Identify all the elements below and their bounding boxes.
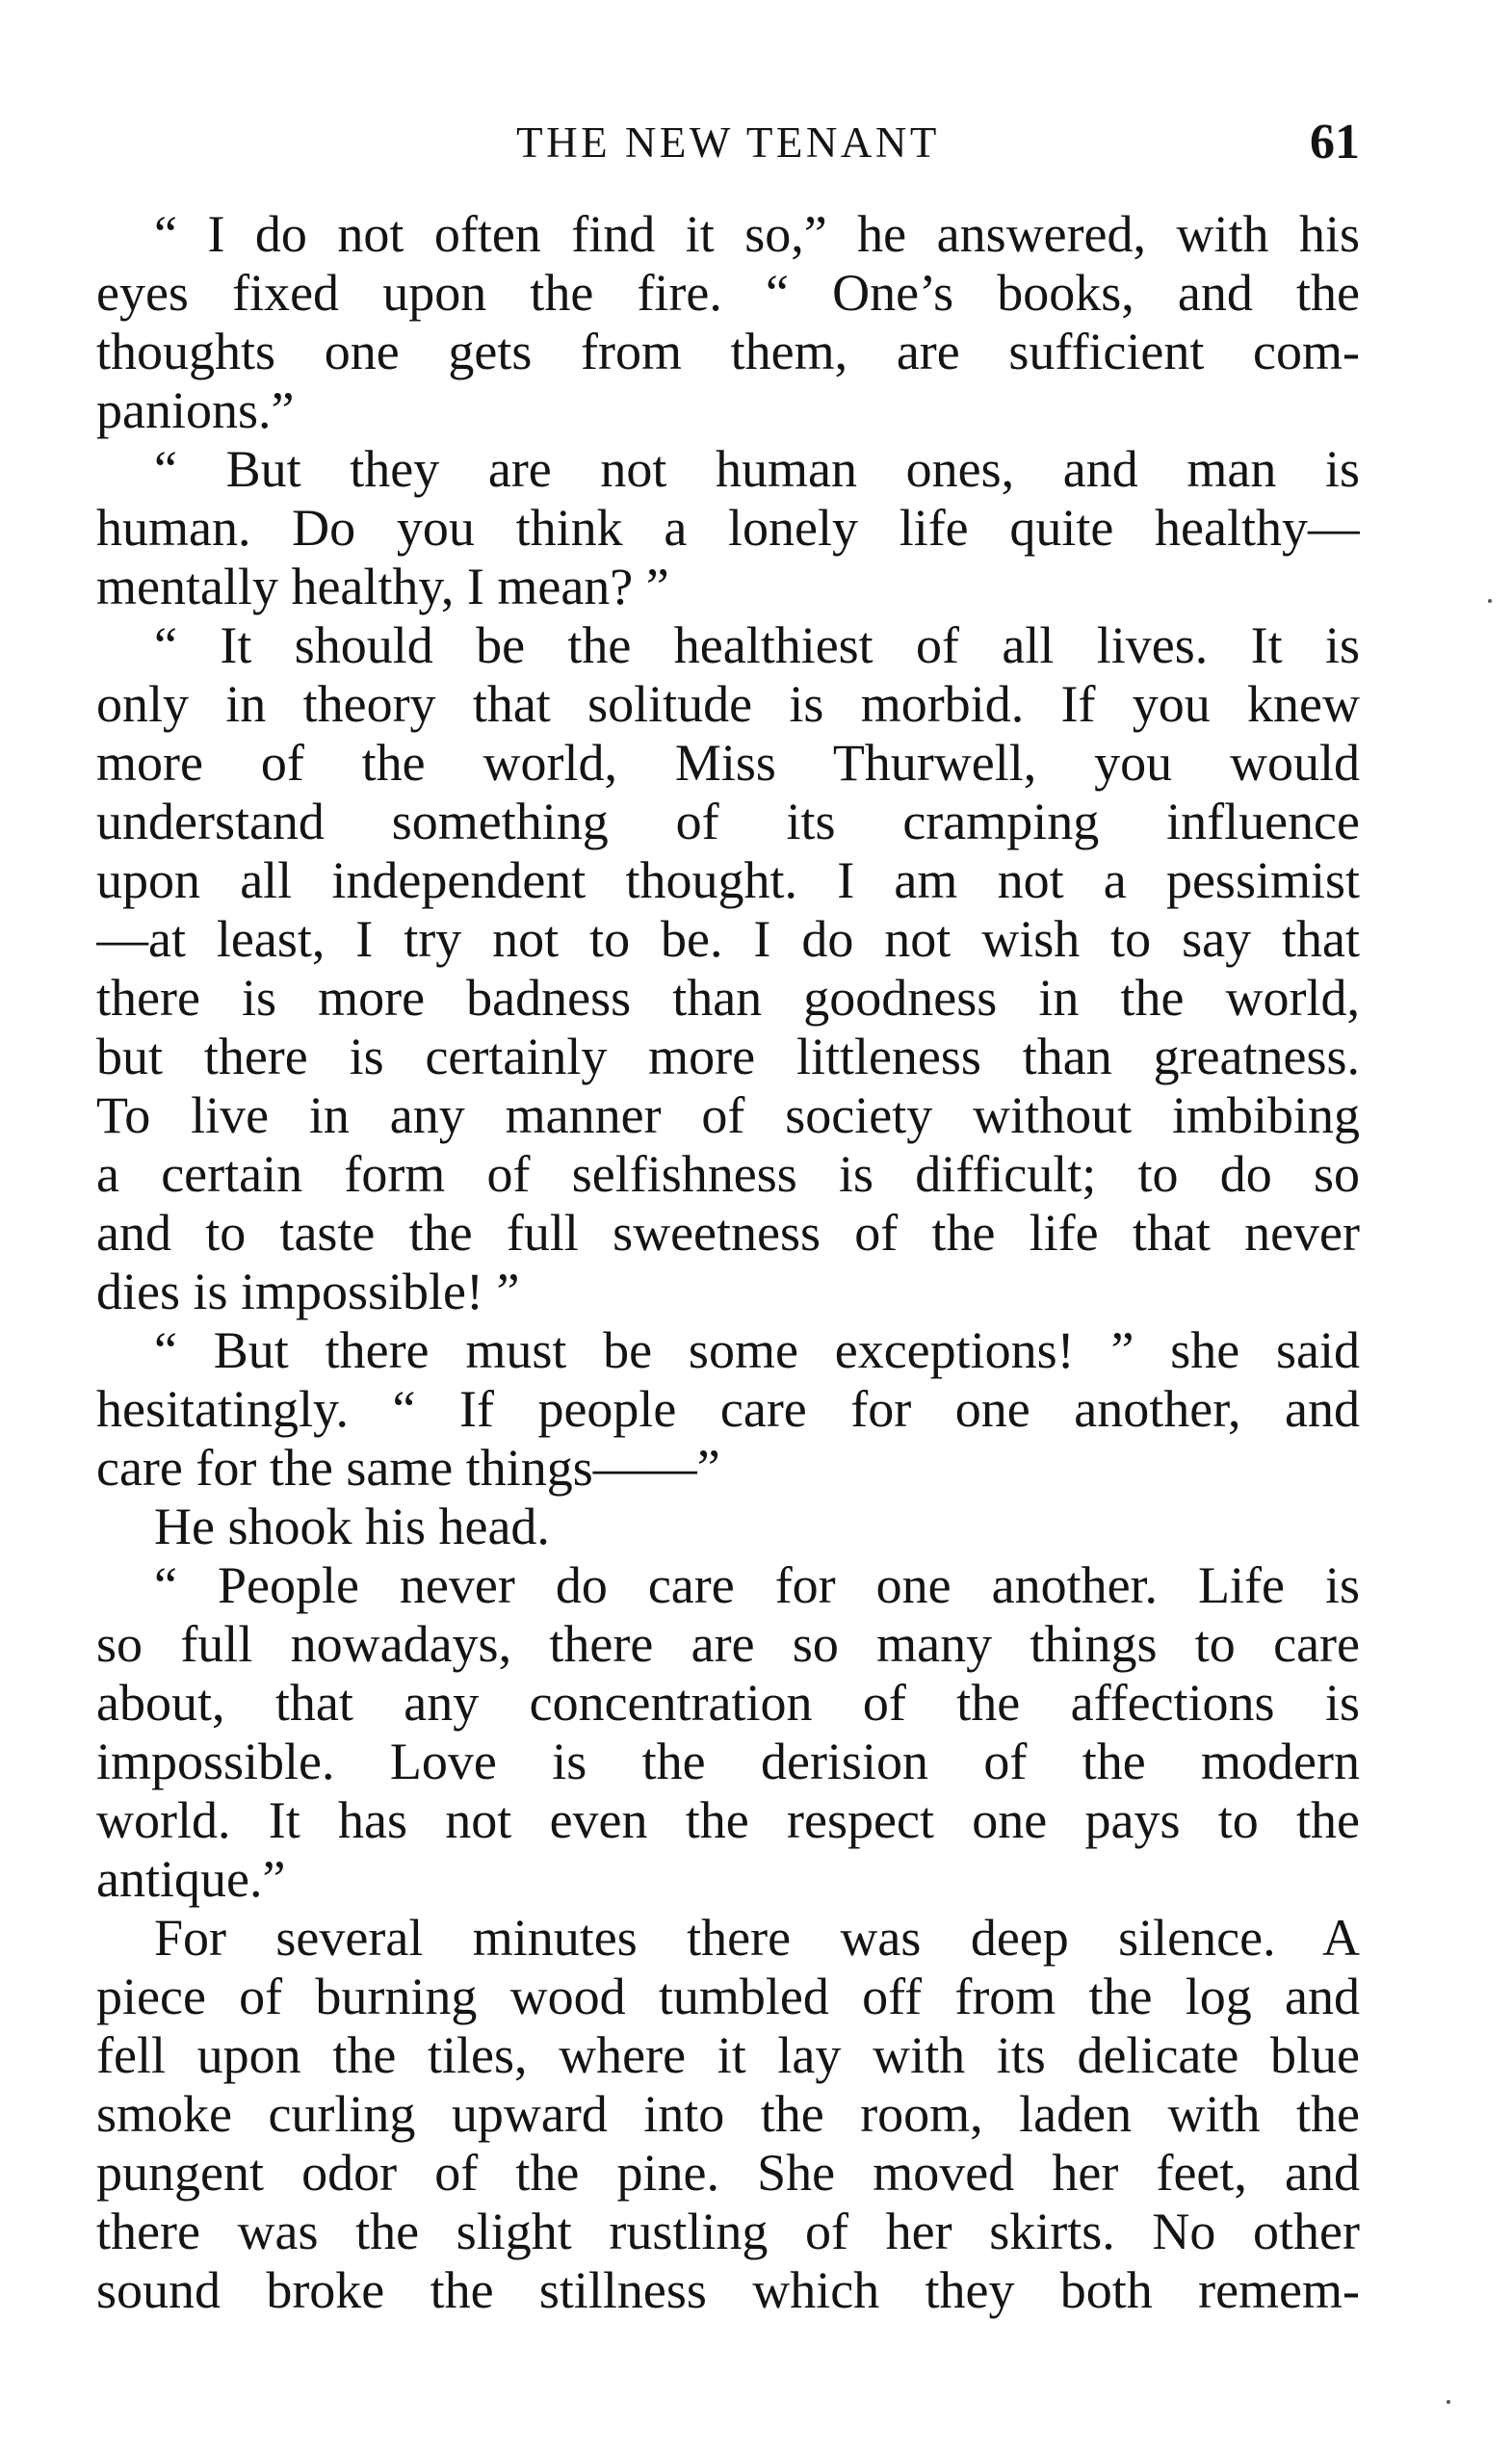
text-line: smoke curling upward into the room, laden with the (96, 2085, 1360, 2143)
text-line: “ People never do care for one another. Life is (154, 1556, 1360, 1614)
running-head (96, 114, 1360, 171)
text-line: dies is impossible! ” (96, 1263, 520, 1320)
text-line: pungent odor of the pine. She moved her feet, and (96, 2144, 1360, 2202)
text-line: there is more badness than goodness in the world, (96, 969, 1360, 1027)
text-line: mentally healthy, I mean? ” (96, 558, 669, 615)
scan-speck (1488, 599, 1492, 603)
text-line: impossible. Love is the derision of the modern (96, 1733, 1360, 1790)
text-line: hesitatingly. “ If people care for one another, and (96, 1380, 1360, 1438)
text-line: about, that any concentration of the affections is (96, 1674, 1360, 1732)
text-line: “ I do not often find it so,” he answered, with his (154, 205, 1360, 263)
scan-speck (1447, 2400, 1450, 2404)
text-line: antique.” (96, 1850, 286, 1908)
text-line: eyes fixed upon the fire. “ One’s books, and the (96, 264, 1360, 322)
page-number: 61 (1310, 115, 1360, 170)
text-line: —at least, I try not to be. I do not wish to say that (96, 910, 1360, 968)
text-line: only in theory that solitude is morbid. If you knew (96, 675, 1360, 733)
text-line: but there is certainly more littleness than greatness. (96, 1028, 1360, 1085)
text-line: understand something of its cramping influence (96, 793, 1360, 850)
text-line: “ But there must be some exceptions! ” she said (154, 1321, 1360, 1379)
text-line: and to taste the full sweetness of the life that never (96, 1204, 1360, 1262)
text-line: a certain form of selfishness is difficult; to do so (96, 1145, 1360, 1203)
text-line: world. It has not even the respect one pays to the (96, 1791, 1360, 1849)
text-line: “ It should be the healthiest of all lives. It is (154, 616, 1360, 674)
text-line: fell upon the tiles, where it lay with its delicate blue (96, 2026, 1360, 2084)
text-line: upon all independent thought. I am not a pessimist (96, 851, 1360, 909)
text-line: piece of burning wood tumbled off from the log and (96, 1968, 1360, 2025)
text-line: To live in any manner of society without imbibing (96, 1086, 1360, 1144)
text-line: more of the world, Miss Thurwell, you would (96, 734, 1360, 792)
running-title: THE NEW TENANT (516, 118, 940, 167)
text-line: panions.” (96, 381, 295, 439)
text-line: care for the same things——” (96, 1439, 720, 1497)
text-line: For several minutes there was deep silence. A (154, 1909, 1360, 1967)
text-line: He shook his head. (154, 1498, 550, 1555)
text-line: “ But they are not human ones, and man is (154, 440, 1360, 498)
text-line: sound broke the stillness which they both remem- (96, 2261, 1360, 2319)
text-line: so full nowadays, there are so many things to care (96, 1615, 1360, 1673)
text-line: there was the slight rustling of her skirts. No other (96, 2203, 1360, 2260)
text-line: thoughts one gets from them, are sufficient com- (96, 323, 1360, 380)
text-line: human. Do you think a lonely life quite healthy— (96, 499, 1360, 557)
body-text (96, 205, 1360, 2320)
